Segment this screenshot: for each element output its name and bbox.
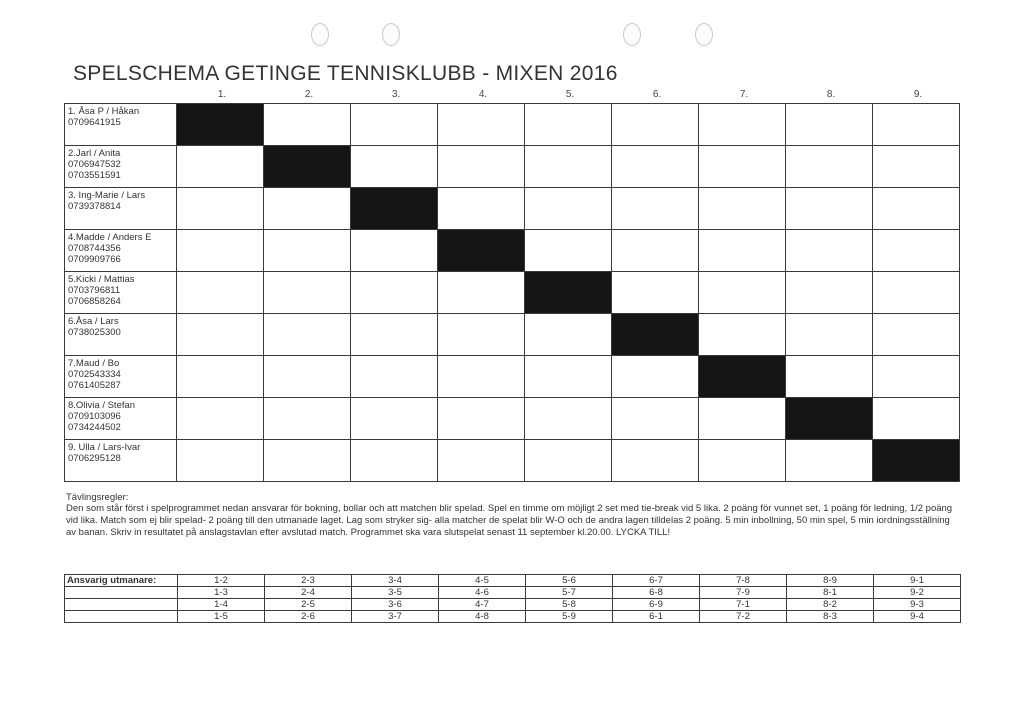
column-number: 1. — [217, 89, 227, 100]
result-cell[interactable] — [438, 146, 525, 188]
team-cell — [65, 272, 177, 314]
match-pair: 3-7 — [352, 611, 439, 623]
result-cell[interactable] — [264, 356, 351, 398]
result-cell[interactable] — [786, 356, 873, 398]
match-pair: 7-9 — [700, 587, 787, 599]
result-cell[interactable] — [264, 440, 351, 482]
team-phone: 0761405287 — [68, 380, 121, 391]
result-cell[interactable] — [525, 356, 612, 398]
result-cell[interactable] — [873, 356, 960, 398]
result-cell[interactable] — [786, 146, 873, 188]
result-cell[interactable] — [525, 104, 612, 146]
team-name: 4.Madde / Anders E — [68, 232, 152, 243]
team-row — [65, 188, 960, 230]
team-cell — [65, 188, 177, 230]
team-name: 5.Kicki / Mattias — [68, 274, 135, 285]
match-pair: 6-1 — [613, 611, 700, 623]
rules-heading: Tävlingsregler: — [66, 492, 129, 503]
team-phone: 0709909766 — [68, 254, 121, 265]
team-phone: 0708744356 — [68, 243, 121, 254]
team-cell — [65, 356, 177, 398]
result-cell[interactable] — [264, 104, 351, 146]
result-cell[interactable] — [264, 398, 351, 440]
result-cell[interactable] — [351, 398, 438, 440]
blocked-cell — [699, 356, 786, 398]
result-cell[interactable] — [177, 188, 264, 230]
team-phone: 0706858264 — [68, 296, 121, 307]
result-cell[interactable] — [438, 104, 525, 146]
column-number: 4. — [478, 89, 488, 100]
blocked-cell — [786, 398, 873, 440]
result-cell[interactable] — [699, 230, 786, 272]
result-cell[interactable] — [438, 398, 525, 440]
team-phone: 0738025300 — [68, 327, 121, 338]
result-cell[interactable] — [699, 272, 786, 314]
result-cell[interactable] — [264, 272, 351, 314]
result-cell[interactable] — [612, 398, 699, 440]
result-cell[interactable] — [873, 314, 960, 356]
result-cell[interactable] — [177, 146, 264, 188]
blocked-cell — [264, 146, 351, 188]
team-phone: 0706295128 — [68, 453, 121, 464]
punch-hole — [695, 23, 713, 46]
result-cell[interactable] — [873, 104, 960, 146]
team-row — [65, 272, 960, 314]
team-name: 3. Ing-Marie / Lars — [68, 190, 146, 201]
match-pair: 2-6 — [265, 611, 352, 623]
result-cell[interactable] — [177, 398, 264, 440]
result-cell[interactable] — [612, 440, 699, 482]
result-cell[interactable] — [438, 314, 525, 356]
team-row — [65, 104, 960, 146]
result-cell[interactable] — [438, 356, 525, 398]
result-cell[interactable] — [525, 398, 612, 440]
team-name: 9. Ulla / Lars-Ivar — [68, 442, 141, 453]
team-cell — [65, 398, 177, 440]
result-cell[interactable] — [177, 440, 264, 482]
team-cell — [65, 440, 177, 482]
match-pair: 4-8 — [439, 611, 526, 623]
team-phone: 0709641915 — [68, 117, 121, 128]
match-pair: 8-3 — [787, 611, 874, 623]
result-cell[interactable] — [786, 440, 873, 482]
team-name: 7.Maud / Bo — [68, 358, 120, 369]
blocked-cell — [177, 104, 264, 146]
match-pair: 5-8 — [526, 599, 613, 611]
match-pair: 2-4 — [265, 587, 352, 599]
result-cell[interactable] — [612, 188, 699, 230]
result-cell[interactable] — [264, 188, 351, 230]
team-name: 6.Åsa / Lars — [68, 316, 119, 327]
match-pair: 7-1 — [700, 599, 787, 611]
column-number: 7. — [739, 89, 749, 100]
match-pair: 9-3 — [874, 599, 961, 611]
schedule-table — [64, 574, 961, 623]
match-pair: 2-3 — [265, 575, 352, 587]
result-cell[interactable] — [873, 188, 960, 230]
team-row — [65, 398, 960, 440]
match-pair: 6-8 — [613, 587, 700, 599]
result-cell[interactable] — [699, 104, 786, 146]
match-pair: 5-7 — [526, 587, 613, 599]
match-pair: 6-7 — [613, 575, 700, 587]
result-cell[interactable] — [264, 230, 351, 272]
schedule-row — [65, 587, 961, 599]
result-cell[interactable] — [873, 272, 960, 314]
schedule-row — [65, 599, 961, 611]
result-cell[interactable] — [351, 104, 438, 146]
team-phone: 0703551591 — [68, 170, 121, 181]
blocked-cell — [525, 272, 612, 314]
match-pair: 2-5 — [265, 599, 352, 611]
result-cell[interactable] — [351, 440, 438, 482]
result-cell[interactable] — [351, 146, 438, 188]
result-cell[interactable] — [786, 314, 873, 356]
punch-hole — [311, 23, 329, 46]
result-cell[interactable] — [873, 230, 960, 272]
team-cell — [65, 146, 177, 188]
match-pair: 8-2 — [787, 599, 874, 611]
result-cell[interactable] — [351, 272, 438, 314]
result-cell[interactable] — [699, 398, 786, 440]
match-pair: 3-6 — [352, 599, 439, 611]
result-cell[interactable] — [873, 398, 960, 440]
column-number: 5. — [565, 89, 575, 100]
match-grid — [64, 103, 960, 482]
match-pair: 4-6 — [439, 587, 526, 599]
column-number: 2. — [304, 89, 314, 100]
result-cell[interactable] — [786, 104, 873, 146]
result-cell[interactable] — [612, 146, 699, 188]
blocked-cell — [873, 440, 960, 482]
result-cell[interactable] — [786, 272, 873, 314]
column-number: 6. — [652, 89, 662, 100]
schedule-label: Ansvarig utmanare: — [65, 575, 178, 587]
match-pair: 8-1 — [787, 587, 874, 599]
match-pair: 1-5 — [178, 611, 265, 623]
result-cell[interactable] — [873, 146, 960, 188]
rules-text: Den som står först i spelprogrammet nedan ansvarar för bokning, bollar och att matchen blir spelad. Spel en timme om möjligt 2 set med tie-break vid 5 lika. 2 poäng för vunnet set, 1 poäng för ledning, 1/2 poäng vid lika. Match som ej blir spelad- 2 poäng till den utmanade laget. Lag som stryker sig- alla matcher de spelat blir W-O och de andra lagen tilldelas 2 poäng. 5 min inbollning, 50 min spel, 5 min iordningsställning av banan. Skriv in resultatet på anslagstavlan efter avslutad match. Programmet ska vara slutspelat senast 11 september kl.20.00. LYCKA TILL! — [66, 503, 953, 539]
result-cell[interactable] — [612, 356, 699, 398]
match-pair: 9-2 — [874, 587, 961, 599]
result-cell[interactable] — [699, 440, 786, 482]
result-cell[interactable] — [525, 230, 612, 272]
result-cell[interactable] — [699, 146, 786, 188]
schedule-label-empty — [65, 587, 178, 599]
match-pair: 7-8 — [700, 575, 787, 587]
result-cell[interactable] — [177, 230, 264, 272]
result-cell[interactable] — [786, 230, 873, 272]
team-phone: 0739378814 — [68, 201, 121, 212]
result-cell[interactable] — [525, 314, 612, 356]
match-pair: 5-6 — [526, 575, 613, 587]
schedule-row — [65, 575, 961, 587]
page-title: SPELSCHEMA GETINGE TENNISKLUBB - MIXEN 2016 — [73, 62, 618, 85]
result-cell[interactable] — [525, 188, 612, 230]
team-cell — [65, 104, 177, 146]
result-cell[interactable] — [177, 356, 264, 398]
result-cell[interactable] — [438, 188, 525, 230]
match-pair: 5-9 — [526, 611, 613, 623]
punch-hole — [623, 23, 641, 46]
column-number: 9. — [913, 89, 923, 100]
schedule-row — [65, 611, 961, 623]
result-cell[interactable] — [699, 188, 786, 230]
result-cell[interactable] — [786, 188, 873, 230]
result-cell[interactable] — [177, 314, 264, 356]
match-pair: 4-7 — [439, 599, 526, 611]
result-cell[interactable] — [612, 272, 699, 314]
blocked-cell — [612, 314, 699, 356]
column-number: 3. — [391, 89, 401, 100]
result-cell[interactable] — [351, 230, 438, 272]
match-pair: 8-9 — [787, 575, 874, 587]
result-cell[interactable] — [612, 230, 699, 272]
team-phone: 0703796811 — [68, 285, 121, 296]
result-cell[interactable] — [525, 440, 612, 482]
team-row — [65, 314, 960, 356]
match-pair: 7-2 — [700, 611, 787, 623]
match-pair: 9-1 — [874, 575, 961, 587]
team-name: 2.Jarl / Anita — [68, 148, 121, 159]
team-name: 1. Åsa P / Håkan — [68, 106, 140, 117]
result-cell[interactable] — [351, 356, 438, 398]
match-pair: 3-4 — [352, 575, 439, 587]
match-pair: 6-9 — [613, 599, 700, 611]
blocked-cell — [351, 188, 438, 230]
team-row — [65, 440, 960, 482]
team-phone: 0706947532 — [68, 159, 121, 170]
schedule-label-empty — [65, 599, 178, 611]
team-row — [65, 356, 960, 398]
punch-hole — [382, 23, 400, 46]
result-cell[interactable] — [699, 314, 786, 356]
match-pair: 3-5 — [352, 587, 439, 599]
match-pair: 1-2 — [178, 575, 265, 587]
schedule-label-empty — [65, 611, 178, 623]
match-pair: 4-5 — [439, 575, 526, 587]
column-number: 8. — [826, 89, 836, 100]
match-pair: 1-4 — [178, 599, 265, 611]
blocked-cell — [438, 230, 525, 272]
team-row — [65, 230, 960, 272]
team-phone: 0702543334 — [68, 369, 121, 380]
team-phone: 0709103096 — [68, 411, 121, 422]
team-row — [65, 146, 960, 188]
result-cell[interactable] — [264, 314, 351, 356]
team-cell — [65, 314, 177, 356]
result-cell[interactable] — [351, 314, 438, 356]
team-phone: 0734244502 — [68, 422, 121, 433]
match-pair: 9-4 — [874, 611, 961, 623]
result-cell[interactable] — [438, 272, 525, 314]
result-cell[interactable] — [438, 440, 525, 482]
team-cell — [65, 230, 177, 272]
match-pair: 1-3 — [178, 587, 265, 599]
team-name: 8.Olivia / Stefan — [68, 400, 136, 411]
result-cell[interactable] — [177, 272, 264, 314]
result-cell[interactable] — [612, 104, 699, 146]
result-cell[interactable] — [525, 146, 612, 188]
